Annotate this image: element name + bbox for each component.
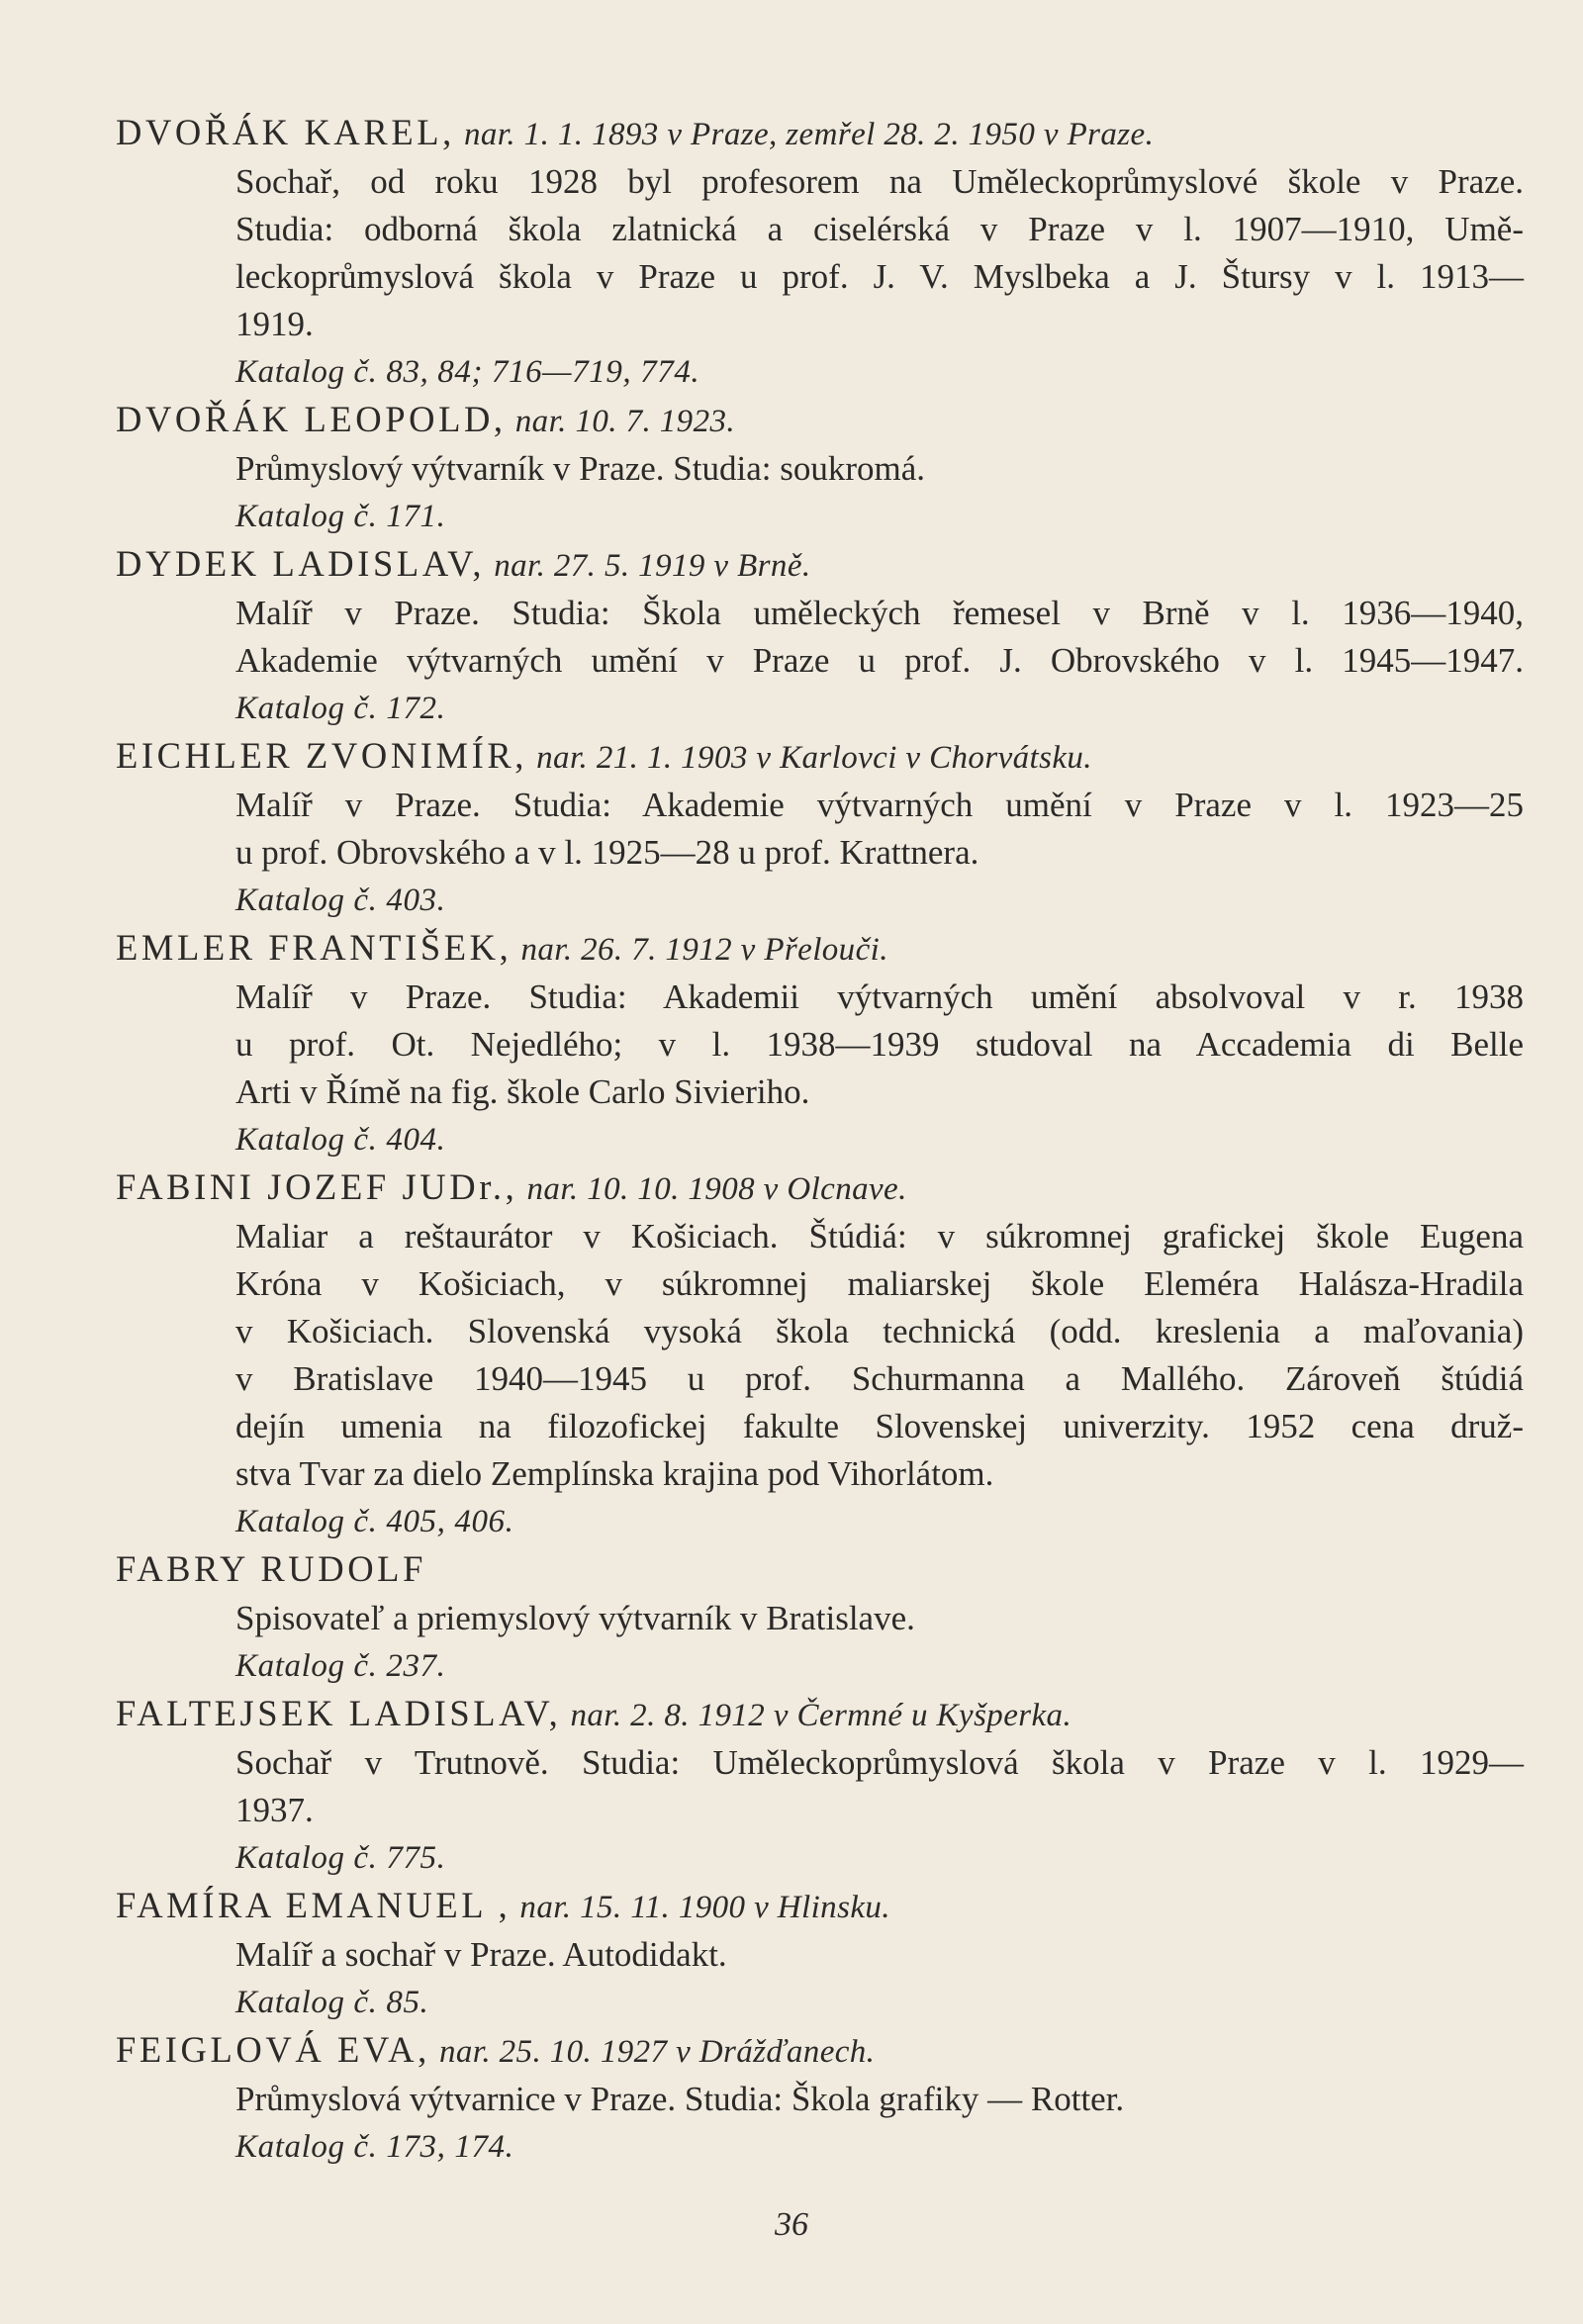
artist-entry bbox=[116, 1545, 1524, 1690]
birth-info: nar. 10. 10. 1908 v Olcnave. bbox=[526, 1171, 907, 1207]
bio-line: Akademie výtvarných umění v Praze u prof. J. Obrovského v l. 1945—1947. bbox=[235, 641, 1524, 680]
biography bbox=[235, 590, 1524, 685]
bio-line: Malíř v Praze. Studia: Škola uměleckých řemesel v Brně v l. 1936—1940, bbox=[235, 594, 1524, 632]
entry-heading bbox=[116, 1545, 1524, 1595]
entry-heading bbox=[116, 2026, 1524, 2076]
artist-entry bbox=[116, 924, 1524, 1163]
catalog-reference: Katalog č. 405, 406. bbox=[235, 1504, 514, 1539]
artist-entry bbox=[116, 1690, 1524, 1882]
artist-name: FABINI JOZEF JUDr., bbox=[116, 1166, 518, 1207]
artist-entry bbox=[116, 540, 1524, 732]
birth-info: nar. 25. 10. 1927 v Drážďanech. bbox=[438, 2034, 876, 2070]
biography bbox=[235, 1931, 1524, 1979]
bio-line: Króna v Košiciach, v súkromnej maliarskej škole Eleméra Halásza-Hradila bbox=[235, 1264, 1524, 1303]
biography bbox=[235, 974, 1524, 1116]
catalog-reference: Katalog č. 172. bbox=[235, 691, 446, 726]
artist-entry bbox=[116, 109, 1524, 396]
entry-heading bbox=[116, 1163, 1524, 1213]
bio-line: Spisovateľ a priemyslový výtvarník v Bratislave. bbox=[235, 1599, 915, 1637]
birth-info: nar. 2. 8. 1912 v Čermné u Kyšperka. bbox=[570, 1698, 1072, 1733]
artist-entry bbox=[116, 1882, 1524, 2026]
bio-line: Malíř a sochař v Praze. Autodidakt. bbox=[235, 1935, 727, 1974]
bio-line: Průmyslový výtvarník v Praze. Studia: soukromá. bbox=[235, 449, 926, 488]
bio-line: v Košiciach. Slovenská vysoká škola technická (odd. kreslenia a maľovania) bbox=[235, 1312, 1524, 1350]
biography bbox=[235, 158, 1524, 348]
artist-name: DVOŘÁK LEOPOLD, bbox=[116, 399, 507, 439]
catalog-reference: Katalog č. 237. bbox=[235, 1648, 446, 1684]
artist-entry bbox=[116, 1163, 1524, 1545]
bio-line: 1919. bbox=[235, 305, 314, 343]
catalog-reference: Katalog č. 775. bbox=[235, 1840, 446, 1876]
entry-heading bbox=[116, 924, 1524, 974]
birth-info: nar. 15. 11. 1900 v Hlinsku. bbox=[519, 1890, 890, 1925]
bio-line: dejín umenia na filozofickej fakulte Slovenskej univerzity. 1952 cena druž- bbox=[235, 1407, 1524, 1445]
bio-line: leckoprůmyslová škola v Praze u prof. J. V. Myslbeka a J. Štursy v l. 1913— bbox=[235, 257, 1524, 296]
artist-name: FALTEJSEK LADISLAV, bbox=[116, 1693, 562, 1733]
page-number: 36 bbox=[775, 2206, 808, 2243]
bio-line: Průmyslová výtvarnice v Praze. Studia: Škola grafiky — Rotter. bbox=[235, 2080, 1125, 2118]
bio-line: Arti v Římě na fig. škole Carlo Sivieriho. bbox=[235, 1072, 810, 1111]
birth-info: nar. 21. 1. 1903 v Karlovci v Chorvátsku. bbox=[536, 740, 1092, 776]
biography bbox=[235, 1739, 1524, 1834]
artist-name: EMLER FRANTIŠEK, bbox=[116, 927, 512, 968]
bio-line: u prof. Ot. Nejedlého; v l. 1938—1939 studoval na Accademia di Belle bbox=[235, 1025, 1524, 1064]
artist-name: EICHLER ZVONIMÍR, bbox=[116, 735, 528, 776]
bio-line: 1937. bbox=[235, 1791, 314, 1829]
catalog-reference: Katalog č. 403. bbox=[235, 883, 446, 918]
entry-heading bbox=[116, 540, 1524, 590]
bio-line: Studia: odborná škola zlatnická a ciselérská v Praze v l. 1907—1910, Umě- bbox=[235, 210, 1524, 248]
artist-entry bbox=[116, 2026, 1524, 2171]
bio-line: Sochař v Trutnově. Studia: Uměleckoprůmyslová škola v Praze v l. 1929— bbox=[235, 1743, 1524, 1782]
artist-name: DYDEK LADISLAV, bbox=[116, 543, 486, 584]
artist-name: DVOŘÁK KAREL, bbox=[116, 112, 455, 152]
bio-line: v Bratislave 1940—1945 u prof. Schurmanna a Mallého. Zároveň štúdiá bbox=[235, 1359, 1524, 1398]
birth-info: nar. 26. 7. 1912 v Přelouči. bbox=[520, 932, 888, 968]
birth-info: nar. 27. 5. 1919 v Brně. bbox=[494, 548, 811, 584]
artist-name: FABRY RUDOLF bbox=[116, 1548, 426, 1589]
catalog-reference: Katalog č. 85. bbox=[235, 1985, 429, 2020]
entry-heading bbox=[116, 1690, 1524, 1739]
entry-heading bbox=[116, 1882, 1524, 1931]
biography bbox=[235, 445, 1524, 493]
biography bbox=[235, 2076, 1524, 2123]
entry-heading bbox=[116, 109, 1524, 158]
artist-name: FAMÍRA EMANUEL , bbox=[116, 1885, 512, 1925]
bio-line: Sochař, od roku 1928 byl profesorem na Uměleckoprůmyslové škole v Praze. bbox=[235, 162, 1524, 201]
catalog-reference: Katalog č. 404. bbox=[235, 1122, 446, 1158]
biography bbox=[235, 1213, 1524, 1498]
bio-line: Malíř v Praze. Studia: Akademii výtvarných umění absolvoval v r. 1938 bbox=[235, 977, 1524, 1016]
artist-name: FEIGLOVÁ EVA, bbox=[116, 2029, 430, 2070]
artist-entry bbox=[116, 396, 1524, 540]
bio-line: u prof. Obrovského a v l. 1925—28 u prof. Krattnera. bbox=[235, 833, 979, 872]
birth-info: nar. 1. 1. 1893 v Praze, zemřel 28. 2. 1950 v Praze. bbox=[463, 117, 1155, 152]
entry-heading bbox=[116, 396, 1524, 445]
artist-entry bbox=[116, 732, 1524, 924]
biography bbox=[235, 782, 1524, 877]
entry-heading bbox=[116, 732, 1524, 782]
bio-line: Maliar a reštaurátor v Košiciach. Štúdiá: v súkromnej grafickej škole Eugena bbox=[235, 1217, 1524, 1255]
biography bbox=[235, 1595, 1524, 1642]
bio-line: Malíř v Praze. Studia: Akademie výtvarných umění v Praze v l. 1923—25 bbox=[235, 786, 1524, 824]
catalog-reference: Katalog č. 83, 84; 716—719, 774. bbox=[235, 354, 700, 390]
birth-info: nar. 10. 7. 1923. bbox=[514, 404, 736, 439]
catalog-reference: Katalog č. 173, 174. bbox=[235, 2129, 514, 2165]
bio-line: stva Tvar za dielo Zemplínska krajina pod Vihorlátom. bbox=[235, 1454, 994, 1493]
catalog-reference: Katalog č. 171. bbox=[235, 499, 446, 534]
